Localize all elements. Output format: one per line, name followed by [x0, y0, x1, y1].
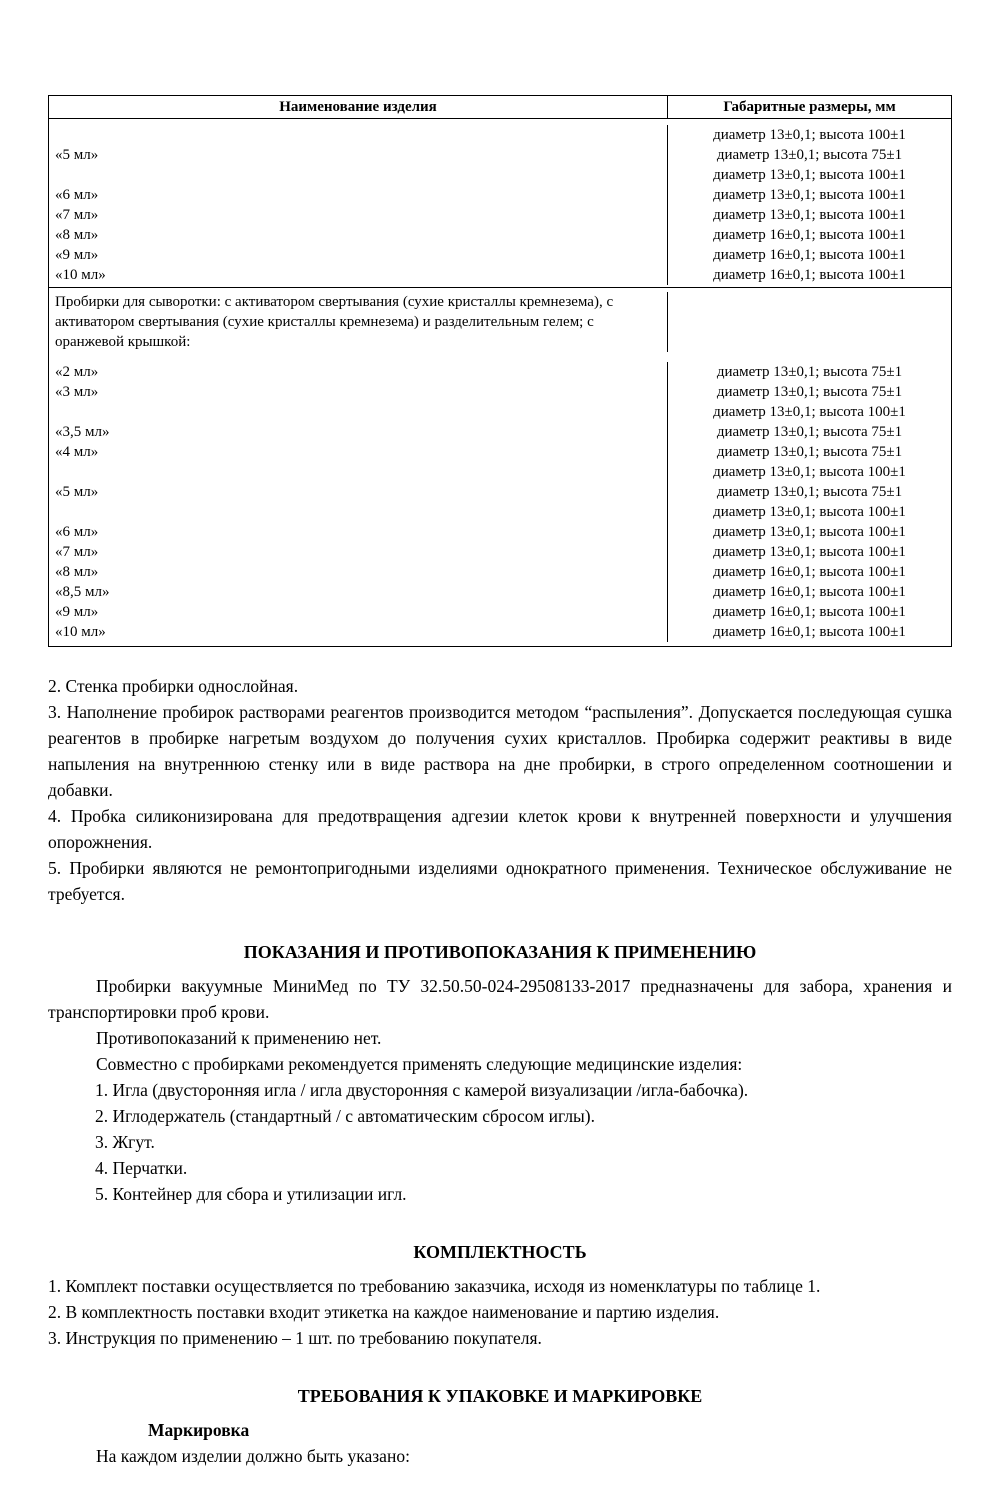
table-row — [49, 225, 951, 245]
indications-paragraph-2: Противопоказаний к применению нет. — [96, 1028, 382, 1048]
table-section-2 — [49, 287, 951, 646]
dimensions-cell: диаметр 13±0,1; высота 100±1 — [713, 404, 906, 420]
dimensions-cell: диаметр 13±0,1; высота 75±1 — [716, 444, 903, 460]
table-header-row — [49, 96, 951, 118]
dimensions-cell: диаметр 13±0,1; высота 100±1 — [713, 464, 906, 480]
dimensions-cell: диаметр 16±0,1; высота 100±1 — [713, 267, 906, 283]
table-row — [49, 362, 951, 382]
product-name-cell: «9 мл» — [49, 602, 668, 622]
dimensions-cell: диаметр 13±0,1; высота 100±1 — [713, 187, 906, 203]
product-size-table — [48, 95, 952, 647]
paragraph-3: 3. Наполнение пробирок растворами реагентов производится методом “распыления”. Допускается последующая сушка реагентов в пробирке нагретым воздухом до получения сухих кристаллов. Пробирка содержит реактивы в виде напыления на внутреннюю стенку или в виде раствора на дне пробирки, в строго определенном соотношении и добавки. — [48, 702, 952, 800]
product-name-cell: «9 мл» — [49, 245, 668, 265]
table-row — [49, 185, 951, 205]
product-name-cell: «7 мл» — [49, 205, 668, 225]
indications-list-item: 5. Контейнер для сбора и утилизации игл. — [95, 1184, 407, 1204]
completeness-paragraph-1: 1. Комплект поставки осуществляется по требованию заказчика, исходя из номенклатуры по таблице 1. — [48, 1276, 821, 1296]
paragraph-4: 4. Пробка силиконизирована для предотвращения адгезии клеток крови к внутренней поверхности и улучшения опорожнения. — [48, 806, 952, 852]
table-row — [49, 265, 951, 285]
product-name-cell — [49, 402, 668, 422]
product-name-cell: «5 мл» — [49, 145, 668, 165]
table-row — [49, 402, 951, 422]
dimensions-cell: диаметр 16±0,1; высота 100±1 — [713, 227, 906, 243]
product-name-cell: «8,5 мл» — [49, 582, 668, 602]
dimensions-cell: диаметр 16±0,1; высота 100±1 — [713, 604, 906, 620]
completeness-paragraph-2: 2. В комплектность поставки входит этикетка на каждое наименование и партию изделия. — [48, 1302, 720, 1322]
dimensions-cell-empty — [668, 292, 951, 352]
table-row — [49, 542, 951, 562]
dimensions-cell: диаметр 16±0,1; высота 100±1 — [713, 624, 906, 640]
dimensions-cell: диаметр 13±0,1; высота 100±1 — [713, 524, 906, 540]
dimensions-cell: диаметр 16±0,1; высота 100±1 — [713, 564, 906, 580]
product-name-cell — [49, 502, 668, 522]
product-name-cell: «6 мл» — [49, 185, 668, 205]
product-name-cell — [49, 165, 668, 185]
product-name-cell: «8 мл» — [49, 225, 668, 245]
header-dimensions: Габаритные размеры, мм — [723, 99, 896, 115]
table-row — [49, 125, 951, 145]
table-row — [49, 422, 951, 442]
completeness-paragraph-3: 3. Инструкция по применению – 1 шт. по требованию покупателя. — [48, 1328, 542, 1348]
table-row — [49, 205, 951, 225]
table-row — [49, 462, 951, 482]
header-product-name: Наименование изделия — [49, 96, 668, 118]
heading-packaging: ТРЕБОВАНИЯ К УПАКОВКЕ И МАРКИРОВКЕ — [297, 1386, 703, 1406]
indications-paragraph-3: Совместно с пробирками рекомендуется применять следующие медицинские изделия: — [96, 1054, 743, 1074]
paragraph-2: 2. Стенка пробирки однослойная. — [48, 676, 299, 696]
packaging-paragraph-1: На каждом изделии должно быть указано: — [96, 1446, 410, 1466]
dimensions-cell: диаметр 13±0,1; высота 100±1 — [713, 544, 906, 560]
dimensions-cell: диаметр 13±0,1; высота 75±1 — [716, 384, 903, 400]
dimensions-cell: диаметр 13±0,1; высота 100±1 — [713, 504, 906, 520]
indications-paragraph-1: Пробирки вакуумные МиниМед по ТУ 32.50.50-024-29508133-2017 предназначены для забора, хранения и транспортировки проб крови. — [48, 976, 952, 1022]
document-body — [48, 673, 952, 1469]
indications-list-item: 1. Игла (двусторонняя игла / игла двусторонняя с камерой визуализации /игла-бабочка). — [95, 1080, 749, 1100]
dimensions-cell: диаметр 13±0,1; высота 100±1 — [713, 207, 906, 223]
product-name-cell: «10 мл» — [49, 265, 668, 285]
table-row — [49, 442, 951, 462]
indications-list-item: 2. Иглодержатель (стандартный / с автоматическим сбросом иглы). — [95, 1106, 596, 1126]
dimensions-cell: диаметр 16±0,1; высота 100±1 — [713, 584, 906, 600]
dimensions-cell: диаметр 13±0,1; высота 75±1 — [716, 147, 903, 163]
table-row — [49, 522, 951, 542]
packaging-subheading: Маркировка — [148, 1420, 250, 1440]
table-header — [49, 96, 951, 119]
dimensions-cell: диаметр 13±0,1; высота 100±1 — [713, 167, 906, 183]
product-name-cell: «3,5 мл» — [49, 422, 668, 442]
table-row — [49, 482, 951, 502]
table-row — [49, 602, 951, 622]
table-row — [49, 145, 951, 165]
indications-list-item: 4. Перчатки. — [95, 1158, 188, 1178]
product-name-cell: «8 мл» — [49, 562, 668, 582]
dimensions-cell: диаметр 13±0,1; высота 75±1 — [716, 484, 903, 500]
product-name-cell: «6 мл» — [49, 522, 668, 542]
product-name-cell: «2 мл» — [49, 362, 668, 382]
dimensions-cell: диаметр 13±0,1; высота 75±1 — [716, 364, 903, 380]
dimensions-cell: диаметр 13±0,1; высота 75±1 — [716, 424, 903, 440]
product-name-cell: «7 мл» — [49, 542, 668, 562]
dimensions-cell: диаметр 16±0,1; высота 100±1 — [713, 247, 906, 263]
dimensions-cell: диаметр 13±0,1; высота 100±1 — [713, 127, 906, 143]
table-row — [49, 502, 951, 522]
table-row — [49, 562, 951, 582]
product-name-cell — [49, 125, 668, 145]
heading-indications: ПОКАЗАНИЯ И ПРОТИВОПОКАЗАНИЯ К ПРИМЕНЕНИЮ — [243, 942, 757, 962]
table-row — [49, 382, 951, 402]
product-name-cell: «4 мл» — [49, 442, 668, 462]
product-name-cell — [49, 462, 668, 482]
table-section-1 — [49, 119, 951, 287]
product-name-cell: «3 мл» — [49, 382, 668, 402]
product-name-cell: «10 мл» — [49, 622, 668, 642]
paragraph-5: 5. Пробирки являются не ремонтопригодными изделиями однократного применения. Техническое обслуживание не требуется. — [48, 858, 952, 904]
table-row — [49, 622, 951, 642]
section-title-row — [49, 288, 951, 352]
table-section-2-rows — [49, 352, 951, 646]
heading-completeness: КОМПЛЕКТНОСТЬ — [413, 1242, 587, 1262]
section-title: Пробирки для сыворотки: с активатором свертывания (сухие кристаллы кремнезема), с активатором свертывания (сухие кристаллы кремнезема) и разделительным гелем; с оранжевой крышкой: — [49, 292, 668, 352]
indications-list-item: 3. Жгут. — [95, 1132, 155, 1152]
table-row — [49, 582, 951, 602]
table-row — [49, 165, 951, 185]
product-name-cell: «5 мл» — [49, 482, 668, 502]
table-row — [49, 245, 951, 265]
